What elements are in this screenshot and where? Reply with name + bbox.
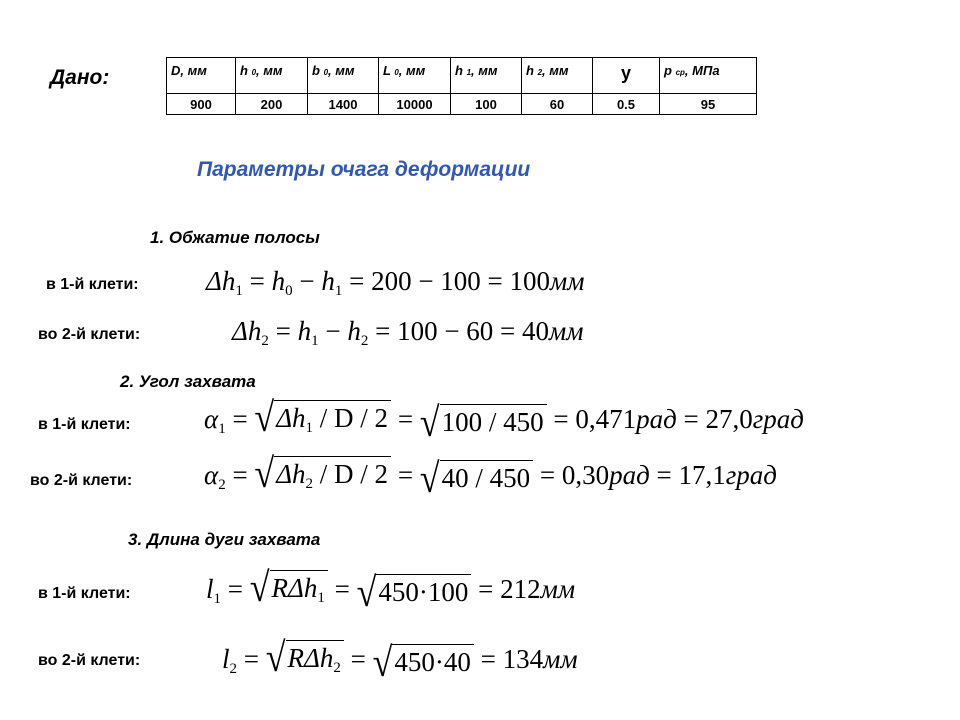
value-b0: 1400 — [308, 94, 379, 115]
table-values-row — [167, 94, 757, 115]
angle-stand1-equation: $\alpha_1$ = √ $\Delta h_1$ / D / 2 = √ 100 / 450 = 0,471рад = 27,0град — [204, 394, 804, 445]
header-h2: h 2, мм — [522, 58, 593, 94]
section-angle-heading: 2. Угол захвата — [120, 372, 256, 391]
given-label: Дано: — [50, 66, 110, 89]
header-h0: h 0, мм — [236, 58, 308, 94]
header-p-avg: p ср, МПа — [660, 58, 757, 94]
value-p-avg: 95 — [660, 94, 757, 115]
header-b0: b 0, мм — [308, 58, 379, 94]
arc-stand1-equation: $l_1$ = √ RΔh$_1$ = √ 450·100 = 212мм — [206, 564, 576, 615]
header-y: y — [593, 58, 660, 94]
reduction-stand1-equation: $\Delta h_1 = h_0 - h_1 = 200 - 100 = 100мм$ — [206, 266, 585, 299]
header-h1: h 1, мм — [451, 58, 522, 94]
value-h0: 200 — [236, 94, 308, 115]
value-l0: 10000 — [379, 94, 451, 115]
arc-stand1-label: в 1-й клети: — [38, 585, 131, 602]
arc-stand2-label: во 2-й клети: — [38, 652, 141, 669]
section-arc-heading: 3. Длина дуги захвата — [128, 530, 321, 549]
angle-stand1-label: в 1-й клети: — [38, 416, 131, 433]
angle-stand2-label: во 2-й клети: — [30, 472, 133, 489]
table-header-row — [167, 58, 757, 94]
section-reduction-heading: 1. Обжатие полосы — [150, 228, 320, 247]
value-h1: 100 — [451, 94, 522, 115]
arc-stand2-equation: $l_2$ = √ RΔh$_2$ = √ 450·40 = 134мм — [222, 634, 578, 685]
header-diameter: D, мм — [167, 58, 236, 94]
given-parameters-table — [166, 57, 757, 115]
reduction-stand1-label: в 1-й клети: — [46, 276, 139, 293]
reduction-stand2-equation: $\Delta h_2 = h_1 - h_2 = 100 - 60 = 40мм$ — [232, 316, 584, 349]
value-diameter: 900 — [167, 94, 236, 115]
angle-stand2-equation: $\alpha_2$ = √ $\Delta h_2$ / D / 2 = √ 40 / 450 = 0,30рад = 17,1град — [204, 450, 777, 501]
value-h2: 60 — [522, 94, 593, 115]
page-title: Параметры очага деформации — [197, 158, 531, 181]
value-y: 0.5 — [593, 94, 660, 115]
reduction-stand2-label: во 2-й клети: — [38, 326, 141, 343]
header-l0: L 0, мм — [379, 58, 451, 94]
